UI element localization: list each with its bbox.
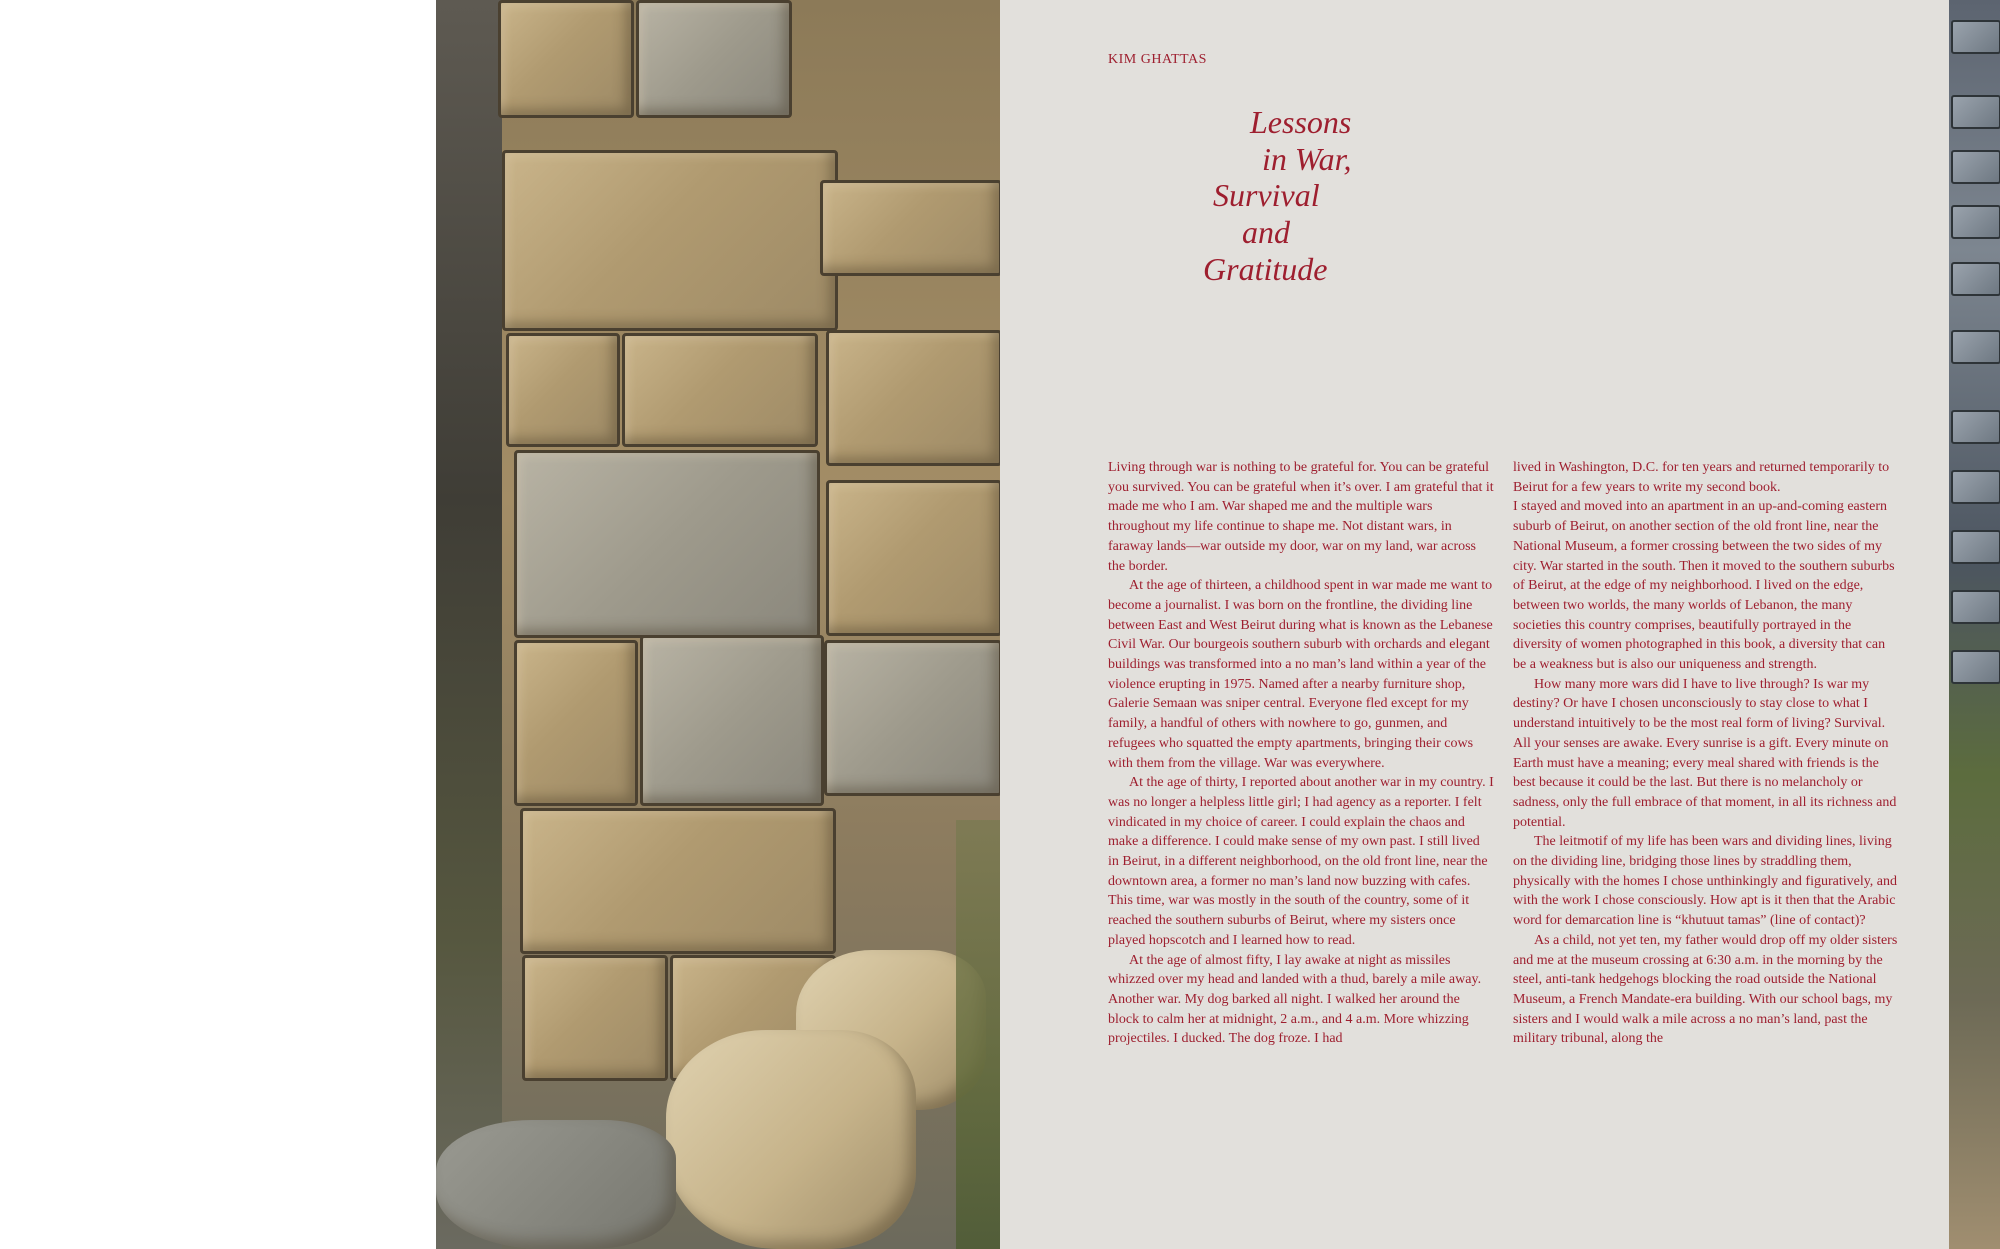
stone-block — [1951, 95, 2000, 129]
stone-block — [1951, 410, 2000, 444]
stone-block — [1951, 20, 2000, 54]
stone-block — [640, 635, 824, 806]
title-line-4: and — [1242, 214, 1290, 250]
title-line-1: Lessons — [1250, 104, 1352, 140]
photo-shadow-strip — [436, 0, 502, 1249]
stone-block — [622, 333, 818, 447]
stone-block — [514, 640, 638, 806]
rubble-rock — [436, 1120, 676, 1249]
rubble-rock — [666, 1030, 916, 1249]
title-line-2: in War, — [1262, 141, 1352, 177]
stone-block — [826, 330, 1000, 466]
stone-block — [1951, 650, 2000, 684]
paragraph: I stayed and moved into an apartment in an up-and-coming eastern suburb of Beirut, on another section of the old front line, near the National Museum, a former crossing between the two sides of my city. War started in the south. Then it moved to the southern suburbs of Beirut, at the edge of my neighborhood. I lived on the edge, between two worlds, the many worlds of Lebanon, the many societies this country comprises, beautifully portrayed in the diversity of women photographed in this book, a diversity that can be a weakness but is also our uniqueness and strength. — [1513, 499, 1895, 673]
stone-block — [522, 955, 668, 1081]
stone-block — [1951, 150, 2000, 184]
body-column-left — [1108, 458, 1494, 1049]
stone-block — [514, 450, 820, 638]
stone-block — [826, 480, 1000, 636]
stone-block — [1951, 262, 2000, 296]
stone-wall-photo — [436, 0, 1000, 1249]
author-name: KIM GHATTAS — [1108, 52, 1207, 67]
paragraph: At the age of thirteen, a childhood spent in war made me want to become a journalist. I was born on the frontline, the dividing line between East and West Beirut during what is known as the Lebanese Civil War. Our bourgeois southern suburb with orchards and elegant buildings was transformed into a no man’s land within a year of the violence erupting in 1975. Named after a nearby furniture shop, Galerie Semaan was sniper central. Everyone fled except for my family, a handful of others with nowhere to go, gunmen, and refugees who squatted the empty apartments, bringing their cows with them from the village. War was everywhere. — [1108, 578, 1493, 771]
stone-block — [1951, 470, 2000, 504]
paragraph: At the age of almost fifty, I lay awake at night as missiles whizzed over my head and landed with a thud, barely a mile away. Another war. My dog barked all night. I walked her around the block to calm her at midnight, 2 a.m., and 4 a.m. More whizzing projectiles. I ducked. The dog froze. I had — [1108, 952, 1482, 1047]
stone-block — [498, 0, 634, 118]
paragraph: Living through war is nothing to be grateful for. You can be grateful you survived. You can be grateful when it’s over. I am grateful that it made me who I am. War shaped me and the multiple wars throughout my life continue to shape me. Not distant wars, in faraway lands—war outside my door, war on my land, war across the border. — [1108, 460, 1494, 574]
stone-wall-photo-edge — [1949, 0, 2000, 1249]
text-page — [1000, 0, 1949, 1249]
stone-block — [1951, 530, 2000, 564]
stone-block — [1951, 590, 2000, 624]
stone-block — [506, 333, 620, 447]
paragraph: As a child, not yet ten, my father would drop off my older sisters and me at the museum crossing at 6:30 a.m. in the morning by the steel, anti-tank hedgehogs blocking the road outside the National Museum, a French Mandate-era building. With our school bags, my sisters and I would walk a mile across a no man’s land, past the military tribunal, along the — [1513, 932, 1898, 1047]
title-line-5: Gratitude — [1203, 251, 1328, 287]
paragraph: At the age of thirty, I reported about another war in my country. I was no longer a helpless little girl; I had agency as a reporter. I felt vindicated in my choice of career. I could explain the chaos and make a difference. I could make sense of my own past. I still lived in Beirut, in a different neighborhood, on the old front line, near the downtown area, a former no man’s land now buzzing with cafes. This time, war was mostly in the south of the country, some of it reached the southern suburbs of Beirut, where my sisters once played hopscotch and I learned how to read. — [1108, 775, 1494, 948]
grass-patch — [956, 820, 1000, 1249]
stone-block — [824, 640, 1000, 796]
paragraph: lived in Washington, D.C. for ten years and returned temporarily to Beirut for a few years to write my second book. — [1513, 460, 1890, 495]
stone-block — [520, 808, 836, 954]
stone-block — [502, 150, 838, 331]
paragraph: The leitmotif of my life has been wars and dividing lines, living on the dividing line, bridging those lines by straddling them, physically with the homes I chose unthinkingly and figuratively, and with the work I chose consciously. How apt is it then that the Arabic word for demarcation line is “khutuut tamas” (line of contact)? — [1513, 834, 1898, 929]
title-line-3: Survival — [1213, 177, 1320, 213]
stone-block — [820, 180, 1000, 276]
stone-block — [1951, 330, 2000, 364]
body-column-right — [1513, 458, 1899, 1049]
stone-block — [636, 0, 792, 118]
paragraph: How many more wars did I have to live through? Is war my destiny? Or have I chosen unconsciously to stay close to what I understand intuitively to be the most real form of living? Survival. All your senses are awake. Every sunrise is a gift. Every minute on Earth must have a meaning; every meal shared with friends is the best because it could be the last. But there is no melancholy or sadness, only the full embrace of that moment, in all its richness and potential. — [1513, 676, 1897, 830]
stone-block — [1951, 205, 2000, 239]
